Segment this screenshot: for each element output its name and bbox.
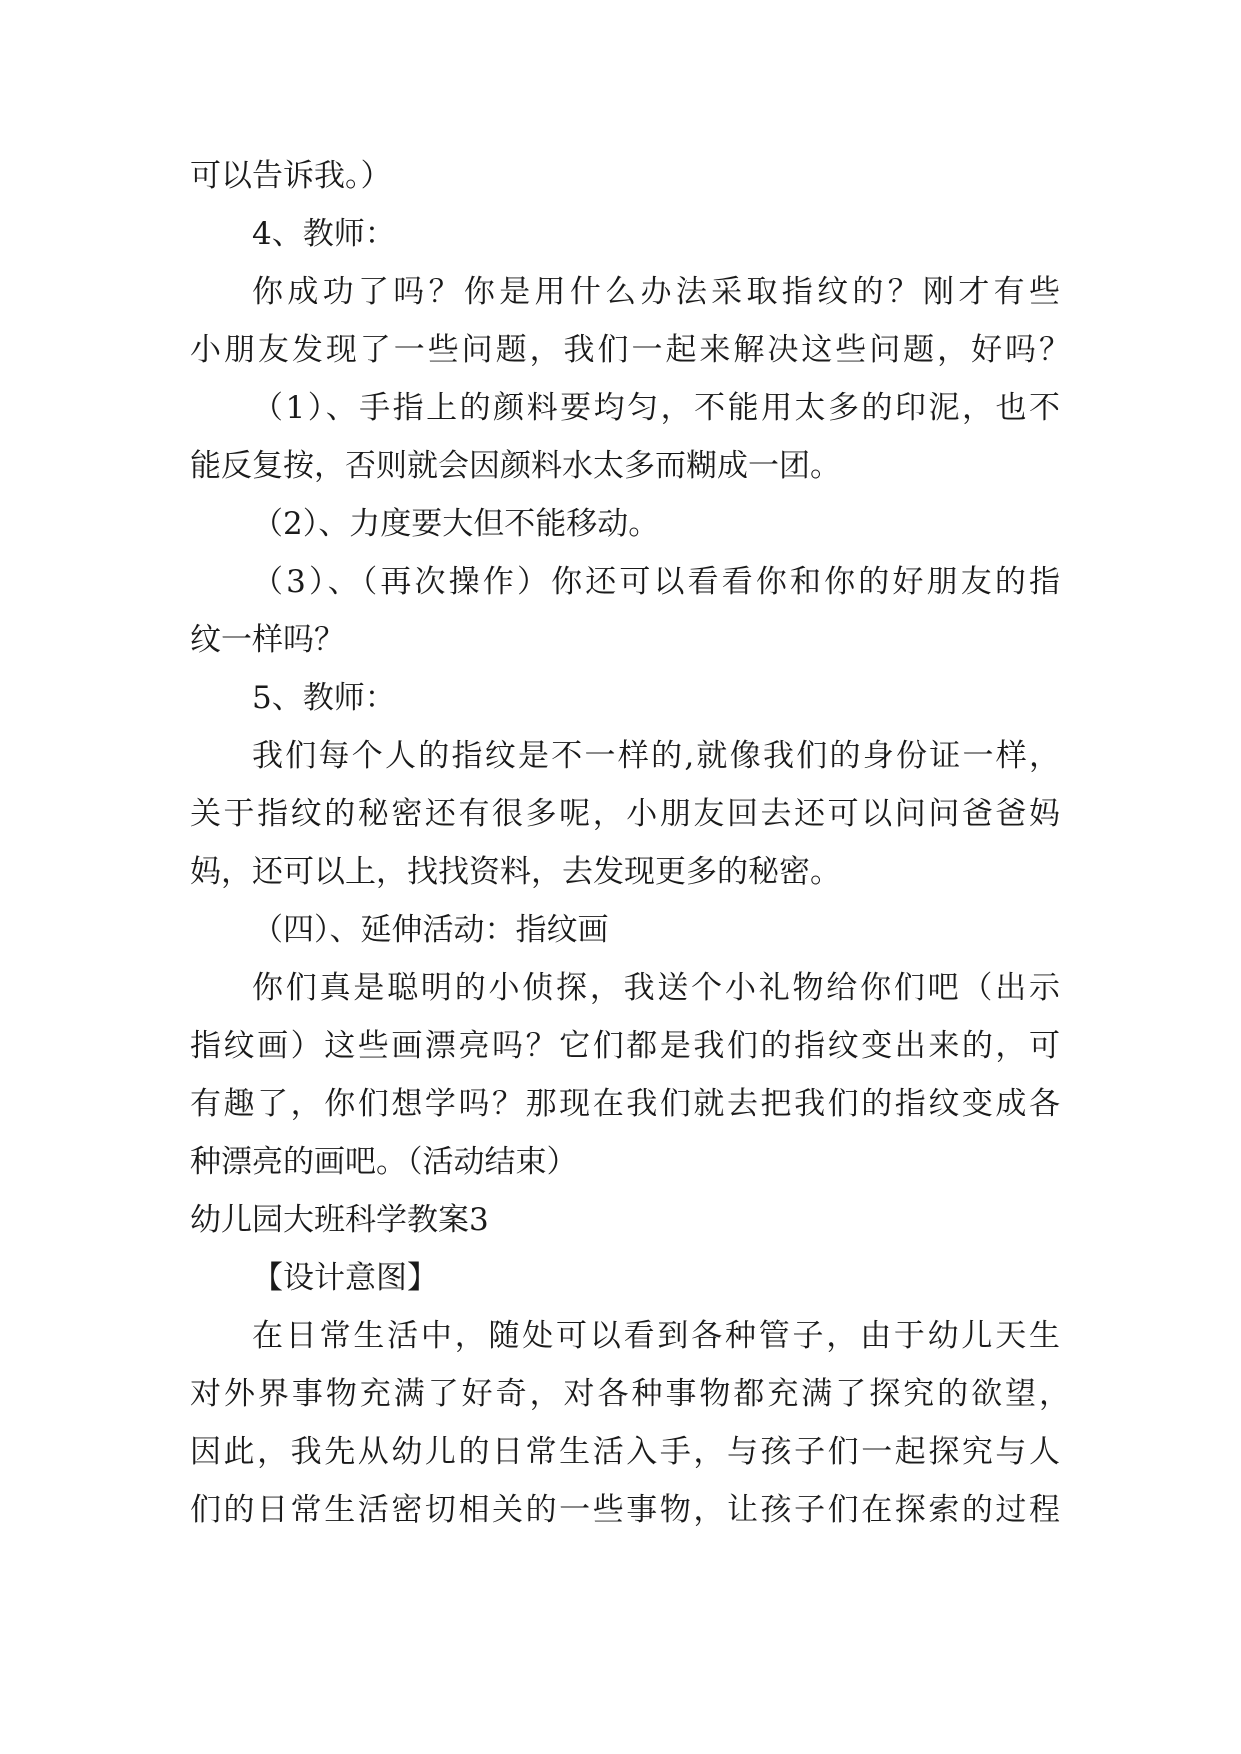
paragraph-line: 有趣了，你们想学吗？那现在我们就去把我们的指纹变成各 — [190, 1086, 1060, 1122]
paragraph-line: 关于指纹的秘密还有很多呢，小朋友回去还可以问问爸爸妈 — [190, 796, 1060, 832]
list-item-line: （3）、（再次操作）你还可以看看你和你的好朋友的指 — [252, 564, 1060, 600]
list-item-line: （2）、力度要大但不能移动。 — [252, 506, 660, 542]
paragraph-line: 你们真是聪明的小侦探，我送个小礼物给你们吧（出示 — [252, 970, 1060, 1006]
paragraph-line: 在日常生活中，随处可以看到各种管子，由于幼儿天生 — [252, 1318, 1060, 1354]
section-heading: 5、教师： — [252, 680, 396, 716]
list-item-line: 能反复按，否则就会因颜料水太多而糊成一团。 — [190, 448, 841, 484]
paragraph-line: 我们每个人的指纹是不一样的,就像我们的身份证一样， — [252, 738, 1060, 774]
paragraph-line: 指纹画）这些画漂亮吗？它们都是我们的指纹变出来的，可 — [190, 1028, 1060, 1064]
section-heading: 4、教师： — [252, 216, 396, 252]
paragraph-line: 你成功了吗？你是用什么办法采取指纹的？刚才有些 — [252, 274, 1060, 310]
text-line: 可以告诉我。） — [190, 158, 392, 194]
list-item-line: 纹一样吗？ — [190, 622, 345, 658]
document-title: 幼儿园大班科学教案3 — [190, 1202, 489, 1238]
paragraph-line: 种漂亮的画吧。（活动结束） — [190, 1144, 578, 1180]
paragraph-line: 因此，我先从幼儿的日常生活入手，与孩子们一起探究与人 — [190, 1434, 1060, 1470]
section-heading: （四）、延伸活动：指纹画 — [252, 912, 609, 948]
section-heading: 【设计意图】 — [252, 1260, 438, 1296]
list-item-line: （1）、手指上的颜料要均匀，不能用太多的印泥，也不 — [252, 390, 1060, 426]
paragraph-line: 小朋友发现了一些问题，我们一起来解决这些问题，好吗？ — [190, 332, 1070, 368]
paragraph-line: 对外界事物充满了好奇，对各种事物都充满了探究的欲望， — [190, 1376, 1070, 1412]
paragraph-line: 们的日常生活密切相关的一些事物，让孩子们在探索的过程 — [190, 1492, 1060, 1528]
paragraph-line: 妈，还可以上，找找资料，去发现更多的秘密。 — [190, 854, 841, 890]
